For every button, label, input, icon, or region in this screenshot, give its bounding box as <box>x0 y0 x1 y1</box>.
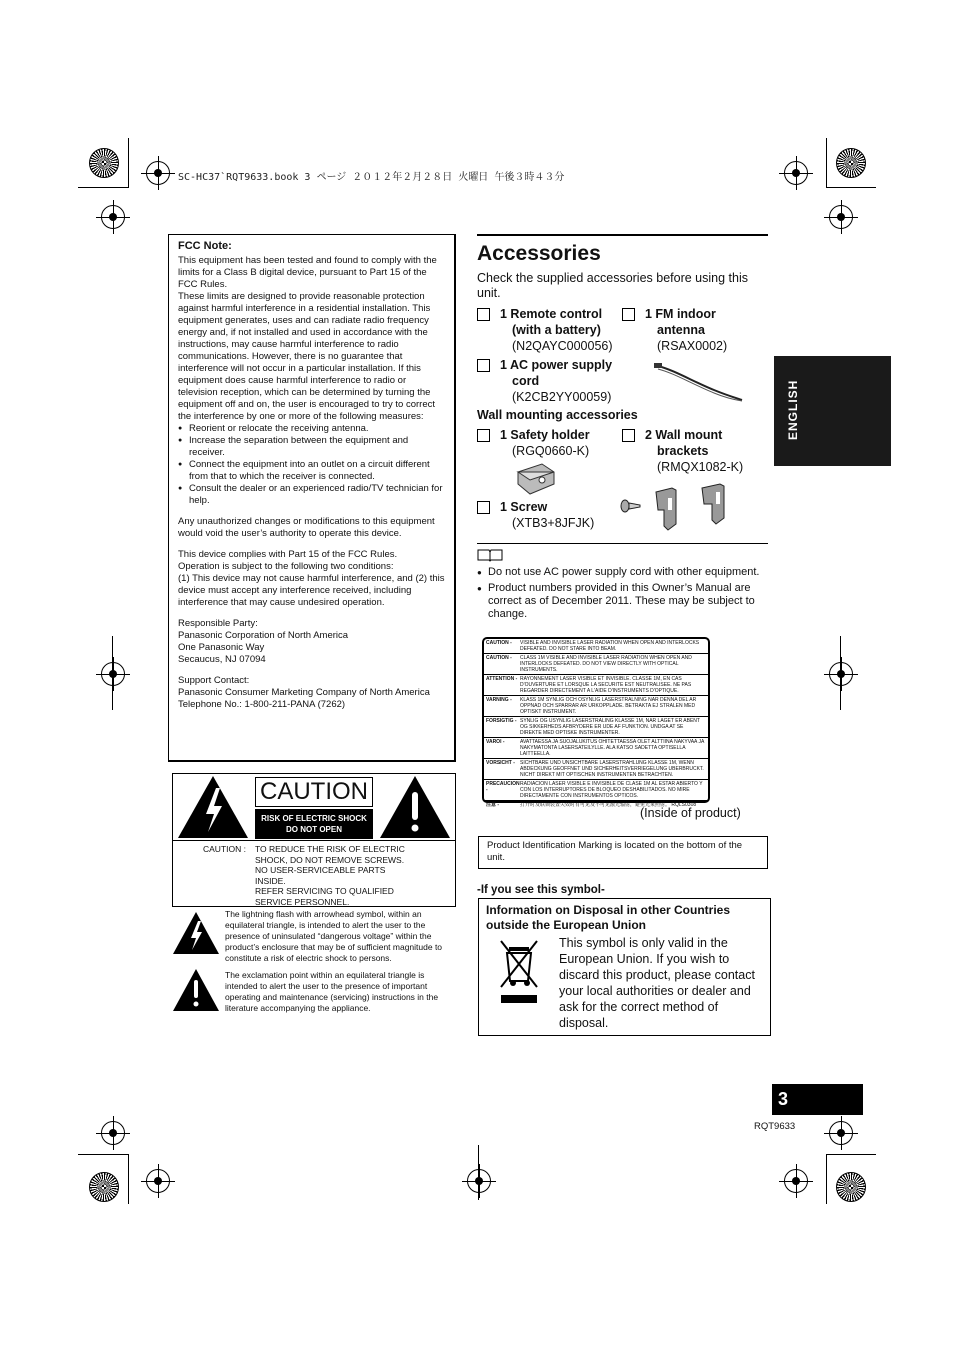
list-item: ● Connect the equipment into an outlet on a circuit different from that to which the receiver is connected. <box>178 459 445 483</box>
caution-word: CAUTION <box>255 777 373 807</box>
accessory-remote: 1 Remote control (with a battery) (N2QAYC000056) <box>477 306 613 354</box>
responsible-party: Secaucus, NJ 07094 <box>178 654 266 665</box>
divider <box>477 234 768 236</box>
crosshair-icon <box>829 662 853 686</box>
list-item: ● Consult the dealer or an experienced radio/TV technician for help. <box>178 483 445 507</box>
checkbox[interactable] <box>477 501 490 514</box>
fcc-title: FCC Note: <box>178 240 232 252</box>
disposal-text: This symbol is only valid in the European Union. If you wish to discard this product, please contact your local authorities or dealer and ask for the correct method of disposal. <box>559 936 755 1030</box>
responsible-party: Panasonic Corporation of North America <box>178 630 349 641</box>
exclamation-triangle-icon <box>172 968 220 1012</box>
responsible-party: One Panasonic Way <box>178 642 265 653</box>
responsible-party: Responsible Party: <box>178 618 258 629</box>
lightning-triangle-icon <box>172 911 220 955</box>
fcc-para: (1) This device may not cause harmful interference, and (2) this device must accept any interference received, including interference that may cause undesired operation. <box>178 573 445 608</box>
crosshair-icon <box>101 205 125 229</box>
support-contact: Panasonic Consumer Marketing Company of North America <box>178 687 430 698</box>
support-contact: Support Contact: <box>178 675 250 686</box>
accessory-safety-holder: 1 Safety holder (RGQ0660-K) <box>477 427 590 459</box>
lightning-symbol-explanation: The lightning flash with arrowhead symbol, within an equilateral triangle, is intended to alert the user to the presence of uninsulated “dangerous voltage” within the product’s enclosure that may be of sufficient magnitude to constitute a risk of electric shock to persons. <box>172 909 456 964</box>
crossed-bin-icon <box>497 937 541 1003</box>
accessory-screw: 1 Screw (XTB3+8JFJK) <box>477 499 594 531</box>
language-tab: ENGLISH <box>774 356 891 466</box>
list-item: ● Do not use AC power supply cord with other equipment. <box>477 566 767 579</box>
fm-antenna-icon <box>654 360 746 402</box>
crosshair-icon <box>146 1169 170 1193</box>
product-id-note: Product Identification Marking is located on the bottom of the unit. <box>478 836 768 869</box>
accessory-fm-antenna: 1 FM indoor antenna (RSAX0002) <box>622 306 727 354</box>
list-item: ● Reorient or relocate the receiving antenna. <box>178 423 445 435</box>
wall-bracket-icon <box>650 480 740 536</box>
list-item: ● Product numbers provided in this Owner’s Manual are correct as of December 2011. These may be subject to change. <box>477 582 767 621</box>
accessory-ac-cord: 1 AC power supply cord (K2CB2YY00059) <box>477 357 612 405</box>
fcc-note-box <box>168 234 456 762</box>
notes-list <box>477 566 767 624</box>
checkbox[interactable] <box>477 359 490 372</box>
crosshair-icon <box>784 1169 808 1193</box>
fcc-para: This equipment has been tested and found to comply with the limits for a Class B digital device, pursuant to Part 15 of the FCC Rules. <box>178 255 437 290</box>
disposal-info-box: Information on Disposal in other Countries outside the European Union This symbol is only valid in the European Union. If you wish to discard this product, please contact your local authorities or dealer and ask for the correct method of disposal. <box>478 898 771 1036</box>
crosshair-icon <box>829 1121 853 1145</box>
accessories-intro: Check the supplied accessories before using this unit. <box>477 271 748 300</box>
exclamation-warning-icon <box>378 774 452 840</box>
checkbox[interactable] <box>622 308 635 321</box>
fcc-para: Any unauthorized changes or modifications to this equipment would void the user’s authority to operate this device. <box>178 516 435 539</box>
symbol-heading: -If you see this symbol- <box>477 884 605 896</box>
file-header: SC-HC37`RQT9633.book 3 ページ ２０１２年２月２８日 火曜日 午後３時４３分 <box>178 172 565 183</box>
fcc-para: Operation is subject to the following two conditions: <box>178 561 394 572</box>
screw-icon <box>620 497 642 515</box>
fcc-para: This device complies with Part 15 of the FCC Rules. <box>178 549 398 560</box>
checkbox[interactable] <box>477 308 490 321</box>
page-title: Accessories <box>477 242 601 265</box>
lightning-warning-icon <box>176 774 250 840</box>
caution-label <box>255 777 373 837</box>
crosshair-icon <box>146 161 170 185</box>
accessory-wall-brackets: 2 Wall mount brackets (RMQX1082-K) <box>622 427 743 475</box>
caution-panel <box>172 773 456 907</box>
wall-mount-heading: Wall mounting accessories <box>477 408 638 422</box>
label-caption: (Inside of product) <box>640 806 741 820</box>
checkbox[interactable] <box>477 429 490 442</box>
crosshair-icon <box>101 662 125 686</box>
model-code: RQT9633 <box>754 1121 796 1132</box>
crosshair-icon <box>829 205 853 229</box>
color-target-icon <box>89 1172 119 1202</box>
support-contact: Telephone No.: 1-800-211-PANA (7262) <box>178 699 346 710</box>
exclamation-symbol-explanation: The exclamation point within an equilateral triangle is intended to alert the user to the presence of important operating and maintenance (servicing) instructions in the literature accompanying the appliance. <box>172 970 456 1014</box>
safety-holder-icon <box>516 462 558 496</box>
color-target-icon <box>836 148 866 178</box>
fcc-para: These limits are designed to provide reasonable protection against harmful interference in a residential installation. This equipment generates, uses and can radiate radio frequency energy and, if not installed and used in accordance with the instructions, may cause harmful interference to radio communications. However, there is no guarantee that interference will not occur in a particular installation. If this equipment does cause harmful interference to radio or television reception, which can be determined by turning the equipment off and on, the user is encouraged to try to correct the interference by one or more of the following measures: <box>178 291 436 422</box>
color-target-icon <box>836 1172 866 1202</box>
risk-banner: RISK OF ELECTRIC SHOCK DO NOT OPEN <box>255 809 373 839</box>
laser-warning-label: CAUTION - VISIBLE AND INVISIBLE LASER RADIATION WHEN OPEN AND INTERLOCKS DEFEATED. DO NOT STARE INTO BEAM. CAUTION - CLASS 1M VISIBLE AND INVISIBLE LASER RADIATION WHEN OPEN AND INTERLOCKS DEFEATED. DO NOT VIEW DIRECTLY WITH OPTICAL INSTRUMENTS. ATTENTION - RAYONNEMENT LASER VISIBLE ET INVISIBLE. CLASSE 1M, EN CAS D'OUVERTURE ET LORSQUE LA SECURITE EST NEUTRALISEE. NE PAS REGARDER DIRECTEMENT A L'AIDE D'INSTRUMENTS D'OPTIQUE. VARNING - KLASS 1M SYNLIG OCH OSYNLIG LASERSTRALNING NAR DENNA DEL AR OPPNAD OCH SPARRAR AR URKOPPLADE. BETRAKTA EJ STRALEN MED OPTISKT INSTRUMENT. FORSIGTIG - SYNLIG OG USYNLIG LASERSTRALING KLASSE 1M, NAR LAGET ER ABENT OG SIKKERHEDS AFBRYDERE ER UDE AF FUNKTION. UNDGA AT SE DIREKTE MED OPTISKE INSTRUMENTER. VAROI - AVATTAESSA JA SUOJALUKITUS OHITETTAESSA OLET ALTTIINA NAKYVAA JA NAKYMATONTA LASERSATEILYLLE. ALA KATSO SADETTA OPTISELLA LAITTEELLA. VORSICHT - SICHTBARE UND UNSICHTBARE LASERSTRAHLUNG KLASSE 1M, WENN ABDECKUNG GEOFFNET UND SICHERHEITSVERRIEGELUNG UBERBRUCKT. NICHT DIREKT MIT OPTISCHEN INSTRUMENTEN BETRACHTEN. PRECAUCION - RADIACION LASER VISIBLE E INVISIBLE DE CLASE 1M AL ESTAR ABIERTO Y CON LOS INTERRUPTORES DE BLOQUEO DESHABILITADOS. NO MIRE DIRECTAMENTE CON INSTRUMENTOS OPTICOS. 注意 - 打开时及联锁装置失效时有可见及不可见激光辐射，避免光束照射。 RQLS0308 <box>482 637 710 803</box>
crosshair-icon <box>784 161 808 185</box>
crosshair-icon <box>101 1121 125 1145</box>
caution-text: CAUTION : TO REDUCE THE RISK OF ELECTRIC SHOCK, DO NOT REMOVE SCREWS. NO USER-SERVICEABLE PARTS INSIDE. REFER SERVICING TO QUALIFIED SERVICE PERSONNEL. <box>173 840 455 907</box>
checkbox[interactable] <box>622 429 635 442</box>
crosshair-icon <box>467 1169 491 1193</box>
book-note-icon <box>477 549 503 561</box>
page-number: 3 <box>772 1084 863 1115</box>
divider <box>477 543 768 544</box>
list-item: ● Increase the separation between the equipment and receiver. <box>178 435 445 459</box>
fcc-bullet-list <box>178 423 445 507</box>
color-target-icon <box>89 148 119 178</box>
